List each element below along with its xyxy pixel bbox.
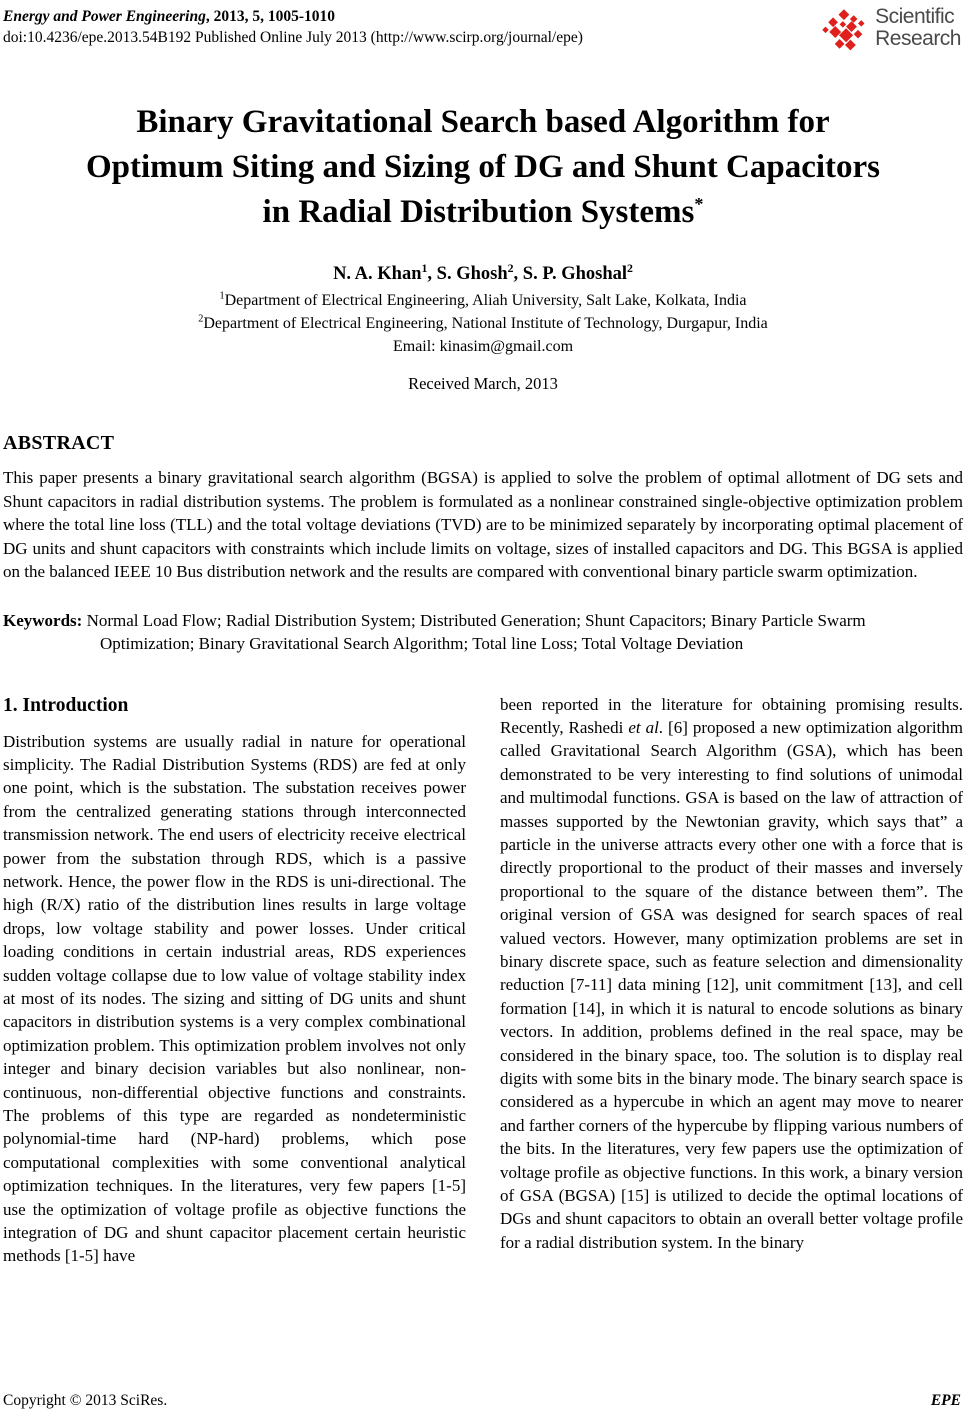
abstract-body: This paper presents a binary gravitational search algorithm (BGSA) is applied to solve the problem of optimal allotment of DG sets and Shunt capacitors in radial distribution systems. The problem is formulated as a nonlinear constrained single-objective optimization problem where the total line loss (TLL) and the total voltage deviations (TVD) are to be minimized separately by incorporating optimal placement of DG units and shunt capacitors with constraints which include limits on voltage, sizes of installed capacitors and DG. This BGSA is applied on the balanced IEEE 10 Bus distribution network and the results are compared with conventional binary particle swarm optimization.: [3, 468, 963, 581]
authors-line: N. A. Khan$^1$, S. Ghosh$^2$, S. P. Ghoshal$^2$: [333, 260, 633, 284]
introduction-section: [3, 693, 963, 1268]
left-column: [3, 693, 466, 1268]
introduction-right-paragraph: been reported in the literature for obtaining promising results. Recently, Rashedi et al. [6] proposed a new optimization algorithm called Gravitational Search Algorithm (GSA), which has been demonstrated to be very interesting to find solutions of unimodal and multimodal functions. GSA is based on the law of attraction of masses supported by the Newtonian gravity, which says that” a particle in the universe attracts every other one with a force that is directly proportional to the product of their masses and inversely proportional to the square of the distance between them”. The original version of GSA was designed for search spaces of real valued vectors. However, many optimization problems are set in binary discrete space, such as feature selection and dimensionality reduction [7-11] data mining [12], unit commitment [13], and cell formation [14], in which it is natural to encode solutions as binary vectors. In addition, problems defined in the real space, may be considered in the binary space, too. The solution is to display real digits with some bits in the binary mode. The binary search space is considered as a hypercube in which an agent may move to nearer and farther corners of the hypercube by flipping various numbers of the bits. In the literatures, very few papers use the optimization of voltage profile as objective functions. In this work, a binary version of GSA (BGSA) [15] is utilized to decide the optimal locations of DGs and shunt capacitors to obtain an overall better voltage profile for a radial distribution system. In the binary: [500, 694, 963, 1252]
affiliations-block: [3, 289, 963, 358]
logo-text-line1: Scientific: [875, 5, 955, 28]
right-column: [500, 693, 963, 1268]
abstract-heading: ABSTRACT: [3, 432, 115, 454]
article-title-line2: Optimum Siting and Sizing of DG and Shunt Capacitors: [85, 149, 880, 185]
received-date: Received March, 2013: [408, 374, 558, 393]
email-line: Email: kinasim@gmail.com: [392, 338, 574, 355]
keywords-block: [3, 609, 963, 656]
introduction-left-paragraph: Distribution systems are usually radial in nature for operational simplicity. The Radial Distribution Systems (RDS) are fed at only one point, which is the substation. The substation receives power from the centralized generating stations through interconnected transmission network. The end users of electricity receive electrical power from the substation through RDS, which is a passive network. Hence, the power flow in the RDS is uni-directional. The high (R/X) ratio of the distribution lines results in large voltage drops, low voltage stability and power losses. Under critical loading conditions in certain industrial areas, RDS experiences sudden voltage collapse due to low value of voltage stability index at most of its nodes. The sizing and sitting of DG units and shunt capacitors in distribution systems is a very complex combinational optimization problem. This optimization problem involves not only integer and binary decision variables but also nonlinear, non-continuous, non-differential objective functions and constraints. The problems of this type are regarded as nondeterministic polynomial-time hard (NP-hard) problems, which pose computational complexities with some conventional analytical optimization techniques. In the literatures, very few papers [1-5] use the optimization of voltage profile as objective functions the integration of DG and shunt capacitor placement certain heuristic methods [1-5] have: [3, 731, 466, 1266]
doi-line: doi:10.4236/epe.2013.54B192 Published Online July 2013 (http://www.scirp.org/journal/epe): [3, 29, 583, 46]
logo-text: [875, 6, 961, 50]
article-title-line3: in Radial Distribution Systems*: [262, 194, 704, 230]
keywords-label: Keywords:: [3, 610, 83, 630]
article-title: [3, 100, 963, 235]
keywords-text: Normal Load Flow; Radial Distribution System; Distributed Generation; Shunt Capacitors; Binary Particle Swarm Optimization; Binary Gravitational Search Algorithm; Total line Loss; Total Voltage Deviation: [82, 610, 866, 653]
copyright-text: Copyright © 2013 SciRes.: [3, 1392, 168, 1409]
article-title-line1: Binary Gravitational Search based Algorithm for: [136, 104, 830, 140]
journal-title-line: Energy and Power Engineering, 2013, 5, 1005-1010: [3, 8, 335, 25]
scientific-research-logo-icon: [819, 6, 871, 58]
journal-abbrev: EPE: [930, 1392, 961, 1409]
affiliation-line2: $^2$Department of Electrical Engineering, National Institute of Technology, Durgapur, India: [198, 313, 768, 332]
affiliation-line1: $^1$Department of Electrical Engineering, Aliah University, Salt Lake, Kolkata, India: [219, 290, 747, 309]
introduction-heading: 1. Introduction: [3, 694, 129, 716]
journal-info: [3, 6, 583, 48]
page-header: [3, 6, 963, 58]
logo-text-line2: Research: [875, 27, 961, 50]
scientific-research-logo: [819, 6, 961, 58]
page-footer: [3, 1392, 961, 1410]
